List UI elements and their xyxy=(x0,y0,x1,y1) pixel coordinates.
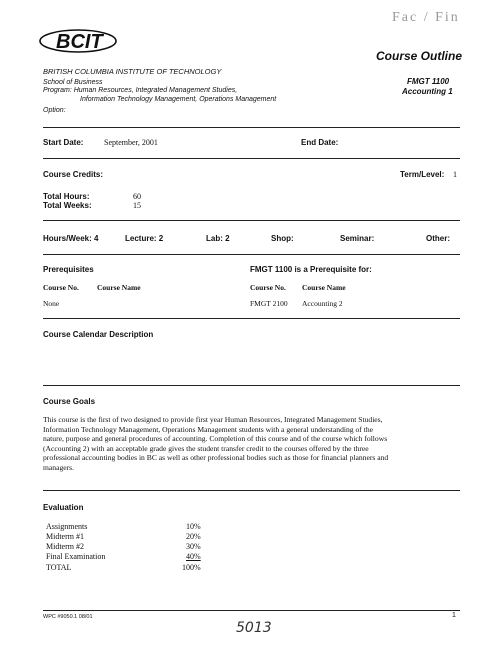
prereq-for-col-course-name: Course Name xyxy=(302,283,346,292)
term-level-value: 1 xyxy=(453,170,457,179)
evaluation-label: Midterm #2 xyxy=(46,542,84,551)
evaluation-heading: Evaluation xyxy=(43,503,84,512)
course-credits-label: Course Credits: xyxy=(43,170,104,179)
goals-line: (Accounting 2) with an acceptable grade gives the student transfer credit to the courses offered by the three xyxy=(43,443,369,453)
evaluation-row xyxy=(46,563,216,572)
evaluation-value: 100% xyxy=(182,563,201,572)
other-hours: Other: xyxy=(426,234,450,243)
prereq-col-course-name: Course Name xyxy=(97,283,141,292)
evaluation-label: Assignments xyxy=(46,522,88,531)
program-line-2: Information Technology Management, Operations Management xyxy=(80,96,277,103)
goals-line: professional accounting bodies in BC as well as other professional bodies such as those for financial planners and xyxy=(43,453,389,463)
divider xyxy=(43,318,460,319)
evaluation-label: Final Examination xyxy=(46,552,106,561)
course-goals-heading: Course Goals xyxy=(43,397,96,406)
form-code: WPC #9050.1 08/01 xyxy=(43,614,93,620)
evaluation-label: Midterm #1 xyxy=(46,532,84,541)
prerequisite-for-heading: FMGT 1100 is a Prerequisite for: xyxy=(250,265,372,274)
bcit-logo xyxy=(38,26,118,54)
prereq-for-course-name: Accounting 2 xyxy=(302,299,343,308)
end-date-label: End Date: xyxy=(301,138,339,147)
prerequisites-heading: Prerequisites xyxy=(43,265,94,274)
total-weeks-label: Total Weeks: xyxy=(43,201,92,210)
school-name: School of Business xyxy=(43,79,103,86)
calendar-description-heading: Course Calendar Description xyxy=(43,330,154,339)
goals-line: nature, purpose and general procedures of accounting. Completion of this course and of the course which follows xyxy=(43,434,388,444)
doc-title: Course Outline xyxy=(376,49,463,63)
program-line-1: Program: Human Resources, Integrated Management Studies, xyxy=(43,87,238,94)
lab-hours: Lab: 2 xyxy=(206,234,230,243)
divider xyxy=(43,127,460,128)
divider xyxy=(43,254,460,255)
total-weeks-value: 15 xyxy=(133,201,141,210)
seminar-hours: Seminar: xyxy=(340,234,375,243)
handwritten-number: 5013 xyxy=(236,620,272,636)
term-level-label: Term/Level: xyxy=(400,170,445,179)
goals-line: This course is the first of two designed to provide first year Human Resources, Integrated Management Studies, xyxy=(43,415,383,424)
evaluation-value: 20% xyxy=(186,532,201,541)
divider xyxy=(43,385,460,386)
prereq-col-course-no: Course No. xyxy=(43,283,79,292)
course-code: FMGT 1100 xyxy=(407,77,450,86)
page-number: 1 xyxy=(452,612,456,619)
divider xyxy=(43,490,460,491)
goals-line: managers. xyxy=(43,462,74,472)
option-label: Option: xyxy=(43,107,66,114)
course-goals-body xyxy=(43,415,463,473)
evaluation-row xyxy=(46,522,216,531)
start-date-value: September, 2001 xyxy=(104,138,158,147)
goals-line: Information Technology Management, Operations Management students with a general understanding of the xyxy=(43,424,373,434)
lecture-hours: Lecture: 2 xyxy=(125,234,164,243)
prereq-none: None xyxy=(43,299,60,308)
svg-text:BCIT: BCIT xyxy=(56,31,103,53)
divider xyxy=(43,220,460,221)
institute-name: BRITISH COLUMBIA INSTITUTE OF TECHNOLOGY xyxy=(43,67,222,76)
prereq-for-course-no: FMGT 2100 xyxy=(250,299,288,308)
evaluation-value: 30% xyxy=(186,542,201,551)
divider xyxy=(43,610,460,611)
divider xyxy=(43,158,460,159)
evaluation-row xyxy=(46,542,216,551)
start-date-label: Start Date: xyxy=(43,138,84,147)
shop-hours: Shop: xyxy=(271,234,294,243)
stamp-text: Fac / Fin xyxy=(392,10,460,25)
evaluation-row xyxy=(46,532,216,541)
hours-per-week: Hours/Week: 4 xyxy=(43,234,99,243)
prereq-for-col-course-no: Course No. xyxy=(250,283,286,292)
evaluation-row xyxy=(46,552,216,561)
total-hours-label: Total Hours: xyxy=(43,192,90,201)
course-name: Accounting 1 xyxy=(402,87,453,96)
evaluation-label: TOTAL xyxy=(46,563,72,572)
total-hours-value: 60 xyxy=(133,192,141,201)
evaluation-value: 10% xyxy=(186,522,201,531)
evaluation-value: 40% xyxy=(186,552,201,561)
